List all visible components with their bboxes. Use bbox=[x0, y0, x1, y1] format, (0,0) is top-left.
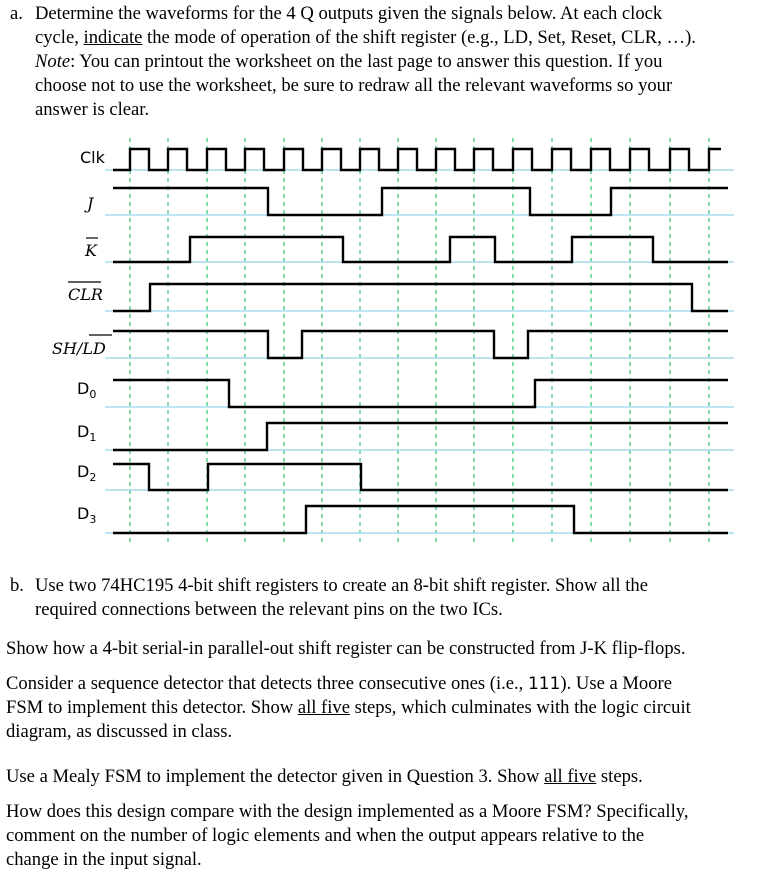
question-a-line-1: Determine the waveforms for the 4 Q outputs given the signals below. At each clock bbox=[35, 3, 663, 24]
question-b-line-2: required connections between the relevant pins on the two ICs. bbox=[35, 599, 503, 620]
waveform-clr-bar bbox=[113, 284, 728, 311]
label-subscript: 1 bbox=[89, 431, 97, 444]
timing-diagram bbox=[0, 130, 778, 550]
waveform-k-bar bbox=[113, 237, 728, 262]
label-subscript: 3 bbox=[89, 513, 97, 526]
note-label: Note bbox=[35, 51, 71, 72]
label-d: D bbox=[77, 379, 90, 398]
question-a-marker: a. bbox=[10, 3, 23, 24]
label-d: D bbox=[77, 504, 90, 523]
text-fragment: FSM to implement this detector. Show bbox=[6, 697, 298, 718]
question-2: Show how a 4-bit serial-in parallel-out shift register can be constructed from J-K flip-flops. bbox=[6, 638, 686, 659]
question-b-line-1: Use two 74HC195 4-bit shift registers to create an 8-bit shift register. Show all the bbox=[35, 575, 648, 596]
question-a-line-3 bbox=[35, 50, 778, 74]
waveform-clk bbox=[113, 149, 721, 170]
question-3 bbox=[6, 672, 778, 744]
question-b bbox=[10, 574, 778, 622]
label-d: D bbox=[77, 462, 90, 481]
underlined-all-five: all five bbox=[297, 697, 350, 718]
sequence-111: 111 bbox=[527, 674, 561, 694]
label-sh-prefix: SH/ bbox=[52, 339, 83, 358]
question-5-line-2: comment on the number of logic elements and when the output appears relative to the bbox=[6, 825, 645, 846]
label-d: D bbox=[77, 422, 90, 441]
question-5 bbox=[6, 800, 778, 872]
underlined-all-five: all five bbox=[544, 766, 597, 787]
signal-baselines bbox=[105, 170, 734, 533]
text-fragment: cycle, bbox=[35, 27, 84, 48]
label-j: J bbox=[87, 194, 94, 213]
text-fragment: ). Use a Moore bbox=[560, 673, 672, 694]
waveform-j bbox=[113, 188, 728, 215]
label-subscript: 0 bbox=[89, 388, 97, 401]
waveform-d3 bbox=[113, 506, 728, 533]
label-d0 bbox=[77, 379, 96, 401]
label-subscript: 2 bbox=[89, 471, 97, 484]
label-d3 bbox=[77, 504, 96, 526]
question-b-marker: b. bbox=[10, 575, 24, 596]
text-fragment: steps. bbox=[596, 766, 643, 787]
label-k-bar: K bbox=[85, 241, 97, 260]
question-3-line-2 bbox=[6, 696, 778, 720]
text-fragment: the mode of operation of the shift register (e.g., LD, Set, Reset, CLR, …). bbox=[142, 27, 696, 48]
waveform-sh-ld-bar bbox=[113, 331, 728, 358]
text-fragment: steps, which culminates with the logic circuit bbox=[349, 697, 691, 718]
label-ld: LD bbox=[82, 339, 106, 358]
text-fragment: : You can printout the worksheet on the last page to answer this question. If you bbox=[70, 51, 663, 72]
question-4 bbox=[6, 765, 778, 789]
text-fragment: Use a Mealy FSM to implement the detector given in Question 3. Show bbox=[6, 766, 545, 787]
waveform-d2 bbox=[113, 464, 728, 490]
text-fragment: Consider a sequence detector that detects three consecutive ones (i.e., bbox=[6, 673, 528, 694]
label-clr-bar: CLR bbox=[68, 285, 103, 304]
waveform-d0 bbox=[113, 380, 728, 407]
label-sh-ld-bar bbox=[52, 339, 106, 358]
waveform-d1 bbox=[113, 423, 728, 450]
clock-edge-gridlines bbox=[130, 138, 709, 542]
question-5-line-3: change in the input signal. bbox=[6, 849, 202, 870]
signal-labels bbox=[52, 148, 112, 526]
question-5-line-1: How does this design compare with the design implemented as a Moore FSM? Specifically, bbox=[6, 801, 689, 822]
label-d2 bbox=[77, 462, 96, 484]
underlined-indicate: indicate bbox=[83, 27, 143, 48]
question-a-line-5: answer is clear. bbox=[35, 99, 150, 120]
question-3-line-3: diagram, as discussed in class. bbox=[6, 721, 233, 742]
question-a bbox=[10, 2, 778, 122]
question-3-line-1 bbox=[6, 672, 778, 696]
signal-waveforms bbox=[113, 149, 728, 533]
label-d1 bbox=[77, 422, 96, 444]
question-a-line-4: choose not to use the worksheet, be sure to redraw all the relevant waveforms so your bbox=[35, 75, 673, 96]
question-a-line-2 bbox=[35, 26, 778, 50]
label-clk: Clk bbox=[80, 148, 105, 167]
